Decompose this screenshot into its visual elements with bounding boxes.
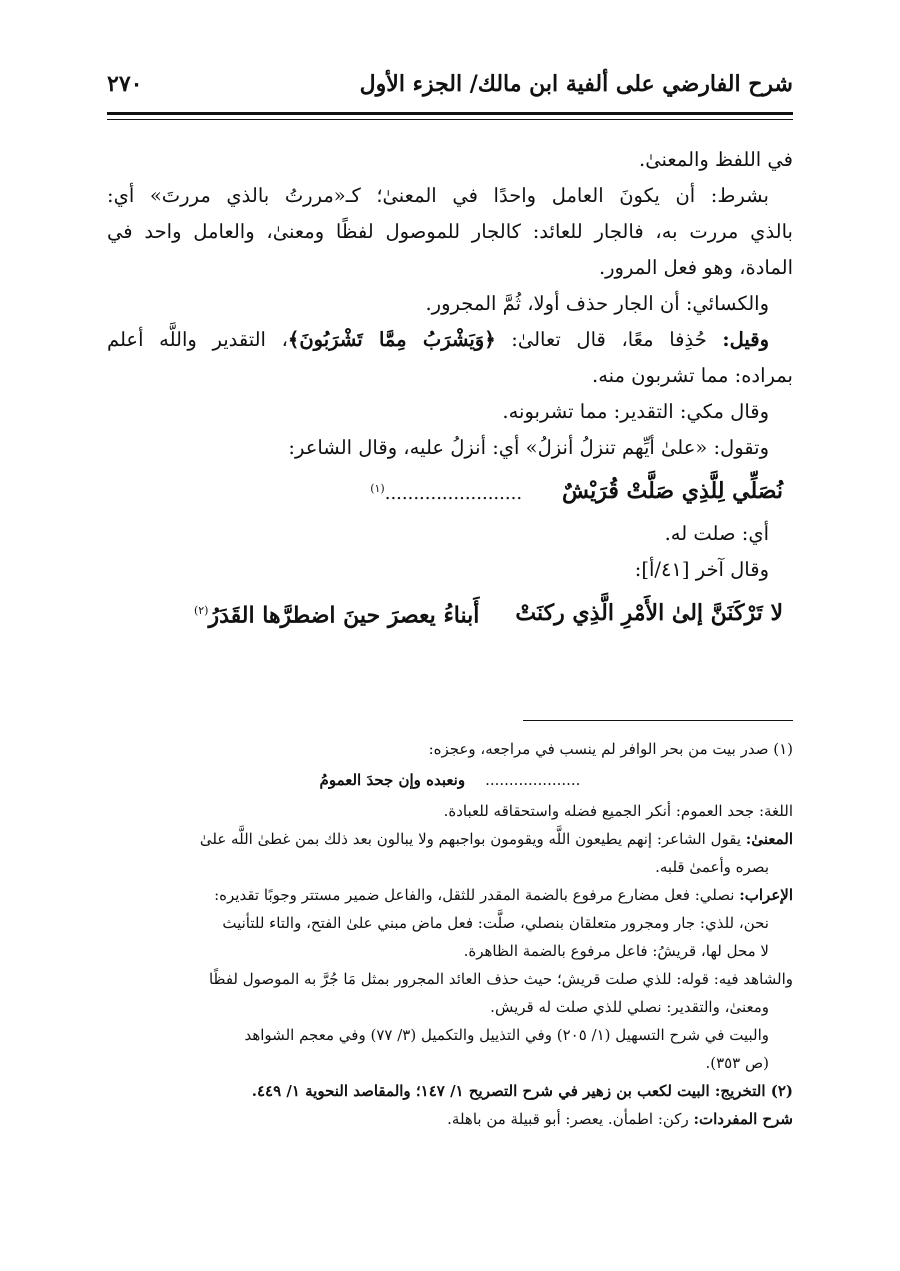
footnote-line: والشاهد فيه: قوله: للذي صلت قريش؛ حيث حذف العائد المجرور بمثل مَا جُرَّ به الموصول لفظًا	[208, 970, 793, 988]
verse-first-hemistich: نُصَلِّي لِلَّذِي صَلَّتْ قُرَيْشٌ	[562, 478, 783, 504]
footnote-line: اللغة: جحد العموم: أنكر الجميع فضله واستحقاقه للعبادة.	[443, 802, 793, 820]
footnote-verse	[107, 763, 793, 797]
footnote-line: (ص ٣٥٣).	[705, 1054, 769, 1072]
footnotes	[107, 735, 793, 1133]
footnote-line: لا محل لها، قريشُ: فاعل مرفوع بالضمة الظاهرة.	[463, 942, 769, 960]
main-text	[107, 142, 793, 638]
verse-second-hemistich	[194, 586, 479, 640]
footnote-lead: شرح المفردات:	[693, 1110, 793, 1128]
footnote-line: والبيت في شرح التسهيل (١/ ٢٠٥) وفي التذييل والتكميل (٣/ ٧٧) وفي معجم الشواهد	[244, 1026, 769, 1044]
text-span: حُذِفا معًا، قال تعالىٰ:	[495, 328, 723, 351]
page-number: ٢٧٠	[107, 71, 143, 97]
page-header	[107, 62, 793, 106]
text-line: والكسائي: أن الجار حذف أولا، ثُمَّ المجرور.	[425, 292, 769, 315]
footnote-line: (٢) التخريج: البيت لكعب بن زهير في شرح التصريح ١/ ١٤٧؛ والمقاصد النحوية ١/ ٤٤٩.	[251, 1082, 793, 1100]
text-line: وقال آخر [٤١/أ]:	[634, 558, 769, 581]
footnote-line	[107, 1105, 793, 1133]
text-line: المادة، وهو فعل المرور.	[598, 256, 793, 279]
footnote-line: (١) صدر بيت من بحر الوافر لم ينسب في مراجعه، وعجزه:	[428, 740, 793, 758]
verse-second-hemistich: ونعبده وإن جحدَ العمومُ	[319, 771, 466, 789]
text-line: في اللفظ والمعنىٰ.	[639, 148, 793, 171]
poetry-verse	[107, 466, 793, 516]
text-line: بالذي مررت به، فالجار للعائد: كالجار للموصول لفظًا ومعنىٰ، والعامل واحد في	[107, 220, 793, 243]
hemistich-text: أَبناءُ يعصرَ حينَ اضطرَّها القَدَرُ	[208, 602, 480, 629]
running-title: شرح الفارضي على ألفية ابن مالك/ الجزء الأول	[359, 71, 793, 97]
text-span: ، التقدير واللَّه أعلم	[107, 328, 288, 351]
header-rule-thick	[107, 112, 793, 115]
text-line: وتقول: «علىٰ أيِّهم تنزلُ أنزلُ» أي: أنزلُ عليه، وقال الشاعر:	[288, 436, 769, 459]
text-line: بشرط: أن يكونَ العامل واحدًا في المعنىٰ؛ كـ«مررتُ بالذي مررتَ» أي:	[107, 184, 769, 207]
text-line	[107, 322, 793, 358]
verse-first-hemistich: لا تَرْكَنَنَّ إلىٰ الأَمْرِ الَّذِي ركنَتْ	[515, 600, 783, 626]
footnote-marker: (١)	[370, 481, 385, 495]
text-line: وقال مكي: التقدير: مما تشربونه.	[502, 400, 769, 423]
footnote-marker: (٢)	[193, 603, 209, 617]
poetry-verse	[107, 588, 793, 638]
footnote-line: نحن، للذي: جار ومجرور متعلقان بنصلي، صلَّت: فعل ماض مبني علىٰ الفتح، والتاء للتأنيث	[222, 914, 769, 932]
text-span: نصلي: فعل مضارع مرفوع بالضمة المقدر للثقل، والفاعل ضمير مستتر وجوبًا تقديره:	[214, 886, 740, 904]
footnote-separator	[523, 720, 793, 721]
dots: ....................	[485, 771, 581, 789]
footnote-lead: المعنىٰ:	[745, 830, 793, 848]
text-span: يقول الشاعر: إنهم يطيعون اللَّه ويقومون بواجبهم ولا يبالون بعد ذلك بمن غطىٰ اللَّه علىٰ	[199, 830, 746, 848]
footnote-line: بصره وأعمىٰ قلبه.	[655, 858, 769, 876]
text-span: ركن: اطمأن. يعصر: أبو قبيلة من باهلة.	[447, 1110, 694, 1128]
header-rule-thin	[107, 119, 793, 120]
text-line: أي: صلت له.	[664, 522, 769, 545]
footnote-line: ومعنىٰ، والتقدير: نصلي للذي صلت له قريش.	[490, 998, 769, 1016]
dots: ........................	[384, 482, 523, 504]
verse-missing-hemistich	[370, 464, 522, 519]
footnote-lead: الإعراب:	[739, 886, 793, 904]
lead-word: وقيل:	[722, 328, 769, 351]
footnote-line	[107, 825, 793, 853]
quran-quote: ﴿وَيَشْرَبُ مِمَّا تَشْرَبُونَ﴾	[287, 328, 496, 351]
footnote-line	[107, 881, 793, 909]
text-line: بمراده: مما تشربون منه.	[592, 364, 793, 387]
